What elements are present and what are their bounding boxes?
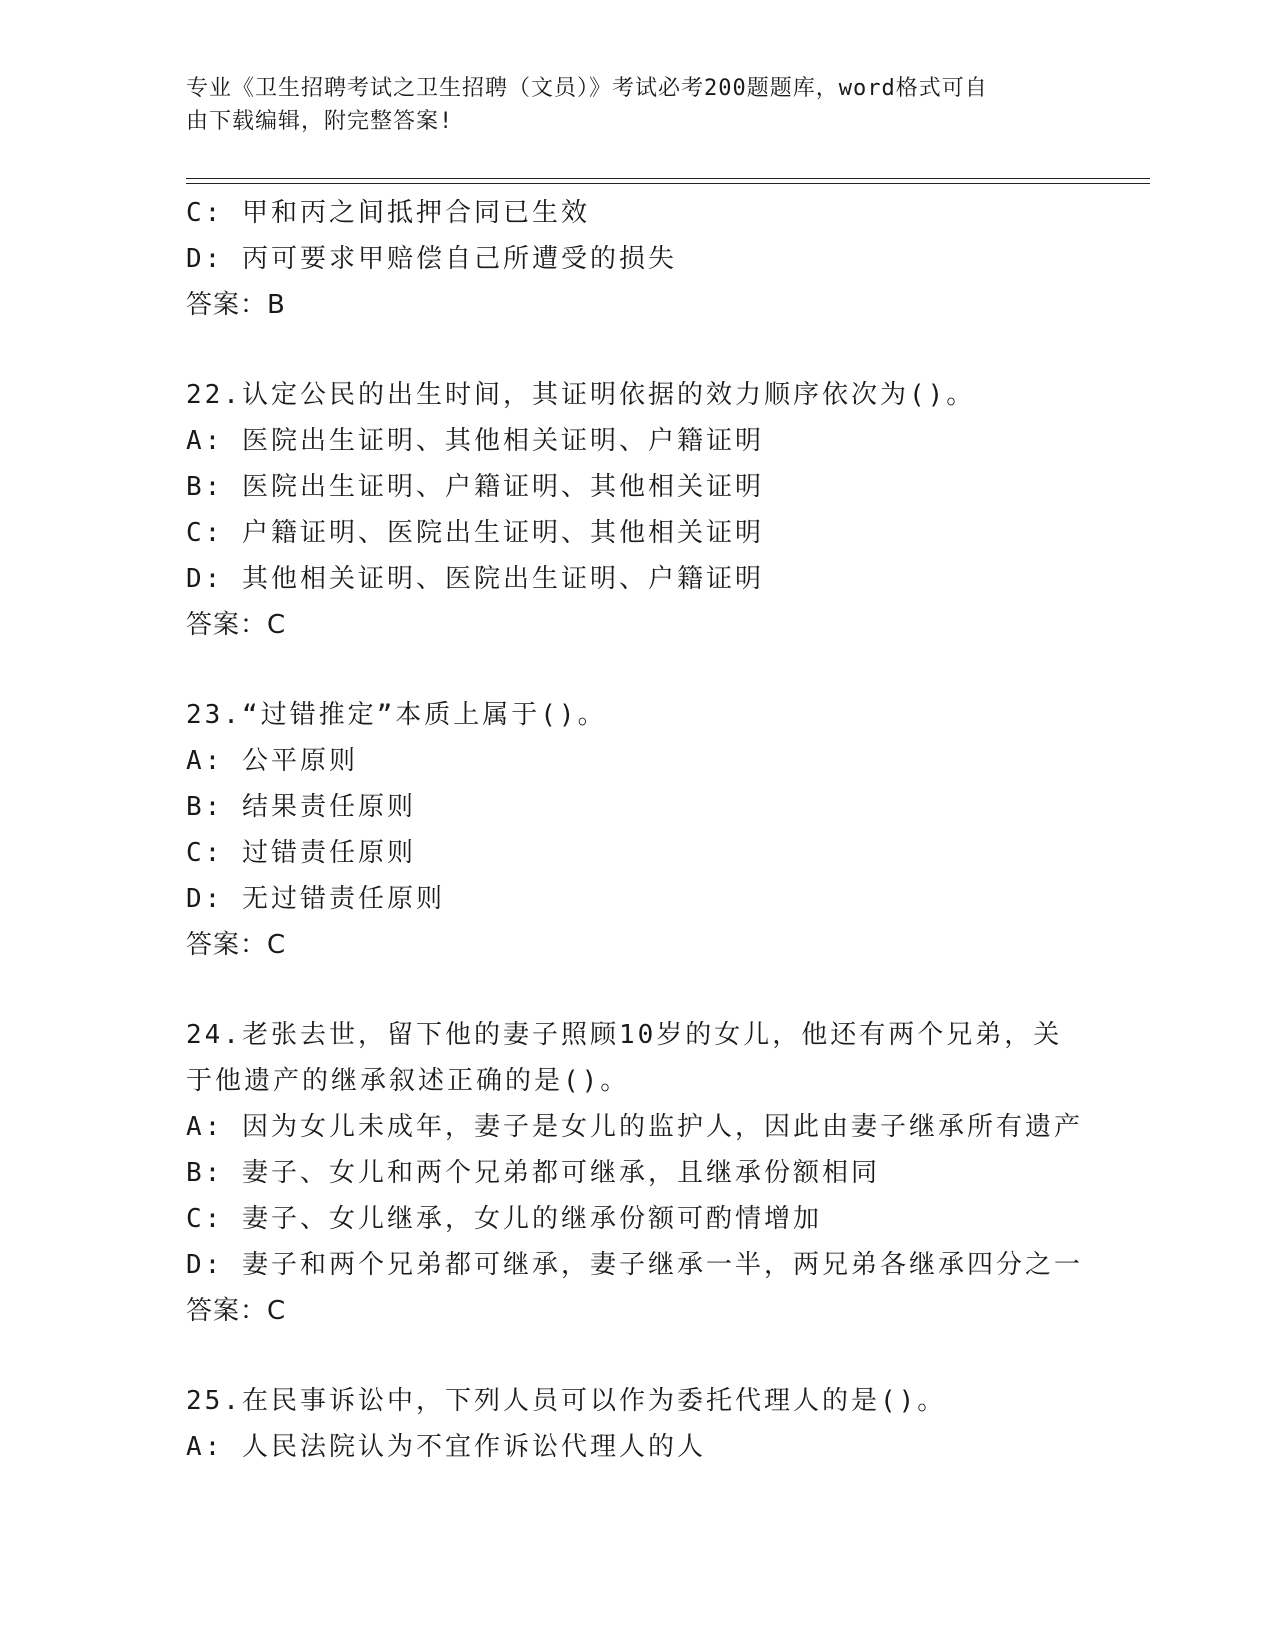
question-stem-continued: 于他遗产的继承叙述正确的是()。	[186, 1066, 630, 1096]
option-b: B: 结果责任原则	[186, 792, 416, 822]
option-d: D: 其他相关证明、医院出生证明、户籍证明	[186, 564, 764, 594]
answer-line: 答案：C	[186, 1296, 287, 1326]
option-c: C: 户籍证明、医院出生证明、其他相关证明	[186, 518, 764, 548]
question-line: D: 丙可要求甲赔偿自己所遭受的损失	[186, 244, 677, 274]
header-divider-top	[186, 178, 1150, 179]
option-b: B: 妻子、女儿和两个兄弟都可继承，且继承份额相同	[186, 1158, 880, 1188]
header-line-1: 专业《卫生招聘考试之卫生招聘（文员）》考试必考200题题库，word格式可自	[186, 76, 988, 101]
answer-line: 答案：C	[186, 610, 287, 640]
answer-line: 答案：B	[186, 290, 286, 320]
option-a: A: 医院出生证明、其他相关证明、户籍证明	[186, 426, 764, 456]
option-c: C: 过错责任原则	[186, 838, 416, 868]
option-a: A: 因为女儿未成年，妻子是女儿的监护人，因此由妻子继承所有遗产	[186, 1112, 1083, 1142]
option-a: A: 人民法院认为不宜作诉讼代理人的人	[186, 1432, 706, 1462]
header-divider-bottom	[186, 183, 1150, 184]
question-block	[186, 1378, 1086, 1470]
question-stem: 23.“过错推定”本质上属于()。	[186, 700, 607, 730]
answer-line: 答案：C	[186, 930, 287, 960]
option-d: D: 无过错责任原则	[186, 884, 445, 914]
option-a: A: 公平原则	[186, 746, 358, 776]
header-line-2: 由下载编辑，附完整答案!	[186, 109, 454, 134]
question-block	[186, 1012, 1086, 1334]
question-list	[186, 190, 1086, 1470]
question-block	[186, 372, 1086, 648]
question-stem: 25.在民事诉讼中，下列人员可以作为委托代理人的是()。	[186, 1386, 947, 1416]
option-c: C: 妻子、女儿继承，女儿的继承份额可酌情增加	[186, 1204, 822, 1234]
question-line: C: 甲和丙之间抵押合同已生效	[186, 198, 590, 228]
question-block	[186, 190, 1086, 328]
document-header	[186, 72, 1066, 138]
question-stem: 24.老张去世，留下他的妻子照顾10岁的女儿，他还有两个兄弟，关	[186, 1020, 1063, 1050]
question-block	[186, 692, 1086, 968]
option-d: D: 妻子和两个兄弟都可继承，妻子继承一半，两兄弟各继承四分之一	[186, 1250, 1083, 1280]
option-b: B: 医院出生证明、户籍证明、其他相关证明	[186, 472, 764, 502]
question-stem: 22.认定公民的出生时间，其证明依据的效力顺序依次为()。	[186, 380, 976, 410]
